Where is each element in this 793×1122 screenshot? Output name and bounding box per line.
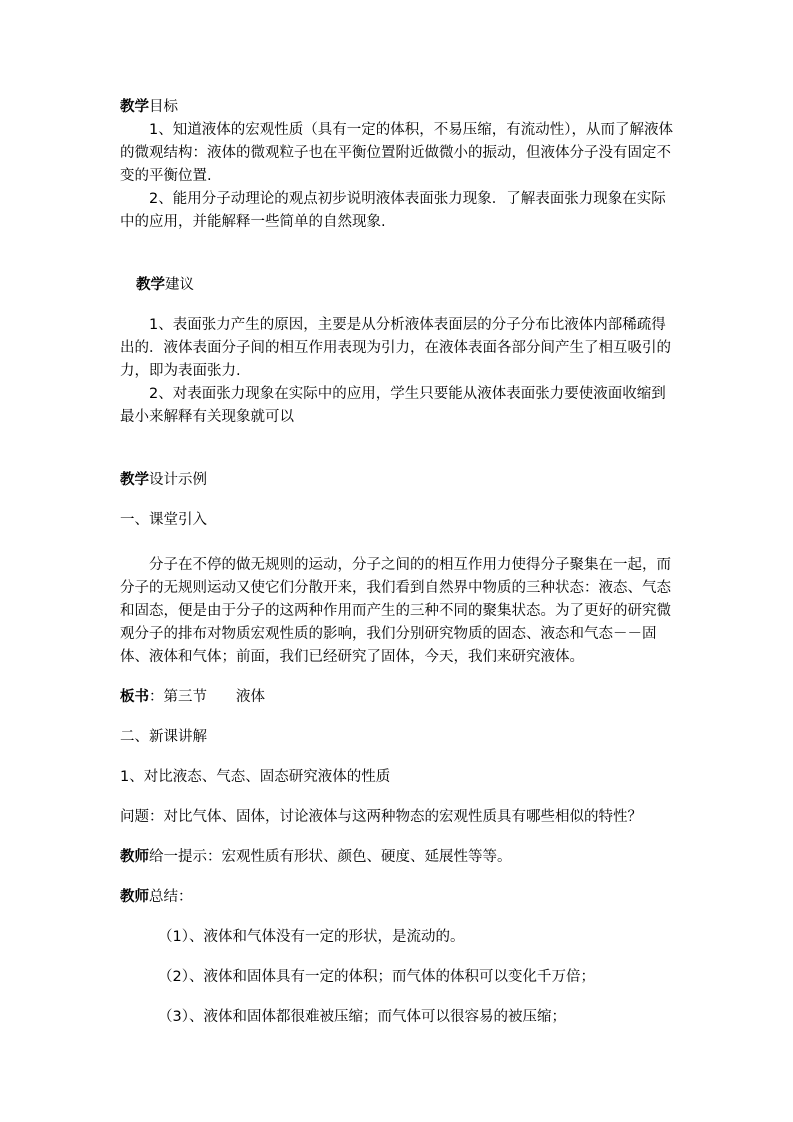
subsection-heading: 1、对比液态、气态、固态研究液体的性质 <box>120 769 391 785</box>
goals-heading-rest: 目标 <box>149 99 178 115</box>
advice-heading-bold: 教学 <box>136 277 165 293</box>
teacher-hint <box>120 846 680 869</box>
teacher-summary-rest: 总结： <box>149 889 193 905</box>
intro-paragraph: 分子在不停的做无规则的运动，分子之间的的相互作用力使得分子聚集在一起，而分子的无规则运动又使它们分散开来，我们看到自然界中物质的三种状态：液态、气态和固态，便是由于分子的这两种作用而产生的三种不同的聚集状态。为了更好的研究微观分子的排布对物质宏观性质的影响，我们分别研究物质的固态、液态和气态－－固体、液体和气体；前面，我们已经研究了固体，今天，我们来研究液体。 <box>120 557 671 665</box>
goals-heading-bold: 教学 <box>120 99 149 115</box>
teacher-hint-rest: 给一提示：宏观性质有形状、颜色、硬度、延展性等等。 <box>149 849 512 865</box>
advice-paragraph-2: 2、对表面张力现象在实际中的应用，学生只要能从液体表面张力要使液面收缩到最小来解释有关现象就可以 <box>120 386 666 425</box>
section-intro-heading: 一、课堂引入 <box>120 512 207 528</box>
question-paragraph: 问题：对比气体、固体，讨论液体与这两种物态的宏观性质具有哪些相似的特性？ <box>120 809 642 825</box>
goals-paragraph-2: 2、能用分子动理论的观点初步说明液体表面张力现象．了解表面张力现象在实际中的应用，并能解释一些简单的自然现象. <box>120 191 666 230</box>
teacher-summary-bold: 教师 <box>120 889 149 905</box>
design-heading <box>120 469 680 492</box>
board-note-rest: ：第三节 液体 <box>149 689 265 705</box>
design-heading-rest: 设计示例 <box>149 472 207 488</box>
advice-paragraph-1: 1、表面张力产生的原因，主要是从分析液体表面层的分子分布比液体内部稀疏得出的．液体表面分子间的相互作用表现为引力，在液体表面各部分间产生了相互吸引的力，即为表面张力. <box>120 317 671 379</box>
advice-heading <box>120 274 680 297</box>
goals-paragraph-1: 1、知道液体的宏观性质（具有一定的体积，不易压缩，有流动性），从而了解液体的微观结构：液体的微观粒子也在平衡位置附近做微小的振动，但液体分子没有固定不变的平衡位置. <box>120 122 673 184</box>
summary-item-2: （2）、液体和固体具有一定的体积；而气体的体积可以变化千万倍； <box>158 969 595 985</box>
goals-heading <box>120 96 680 119</box>
board-note <box>120 686 680 709</box>
advice-heading-rest: 建议 <box>165 277 194 293</box>
summary-item-1: （1）、液体和气体没有一定的形状，是流动的。 <box>158 929 465 945</box>
board-note-bold: 板书 <box>120 689 149 705</box>
document-page <box>120 96 680 1029</box>
design-heading-bold: 教学 <box>120 472 149 488</box>
teacher-summary <box>120 886 680 909</box>
summary-item-3: （3）、液体和固体都很难被压缩；而气体可以很容易的被压缩； <box>158 1009 566 1025</box>
section-new-lesson-heading: 二、新课讲解 <box>120 729 207 745</box>
teacher-hint-bold: 教师 <box>120 849 149 865</box>
